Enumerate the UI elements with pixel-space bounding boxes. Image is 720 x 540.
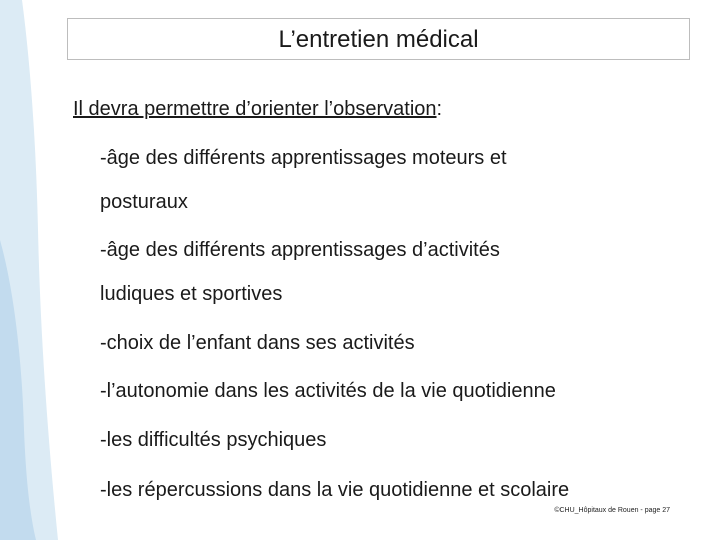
intro-line — [73, 96, 442, 122]
footer-credit: ©CHU_Hôpitaux de Rouen - page 27 — [554, 507, 670, 514]
slide-title: L’entretien médical — [278, 26, 479, 53]
list-item: -choix de l’enfant dans ses activités — [100, 332, 415, 354]
list-item: -âge des différents apprentissages moteurs et — [100, 147, 507, 169]
title-box — [67, 18, 690, 60]
list-item: -les difficultés psychiques — [100, 429, 327, 451]
list-item-continuation: ludiques et sportives — [100, 283, 283, 305]
intro-colon: : — [436, 98, 443, 120]
list-item: -l’autonomie dans les activités de la vie quotidienne — [100, 380, 556, 402]
list-item: -âge des différents apprentissages d’activités — [100, 239, 500, 261]
left-decorative-swoosh — [0, 0, 60, 540]
list-item: -les répercussions dans la vie quotidienne et scolaire — [100, 479, 570, 501]
list-item-continuation: posturaux — [100, 191, 188, 213]
intro-underlined-text: Il devra permettre d’orienter l’observation — [73, 98, 437, 120]
swoosh-outer-shape — [0, 0, 58, 540]
swoosh-inner-shape — [0, 240, 36, 540]
